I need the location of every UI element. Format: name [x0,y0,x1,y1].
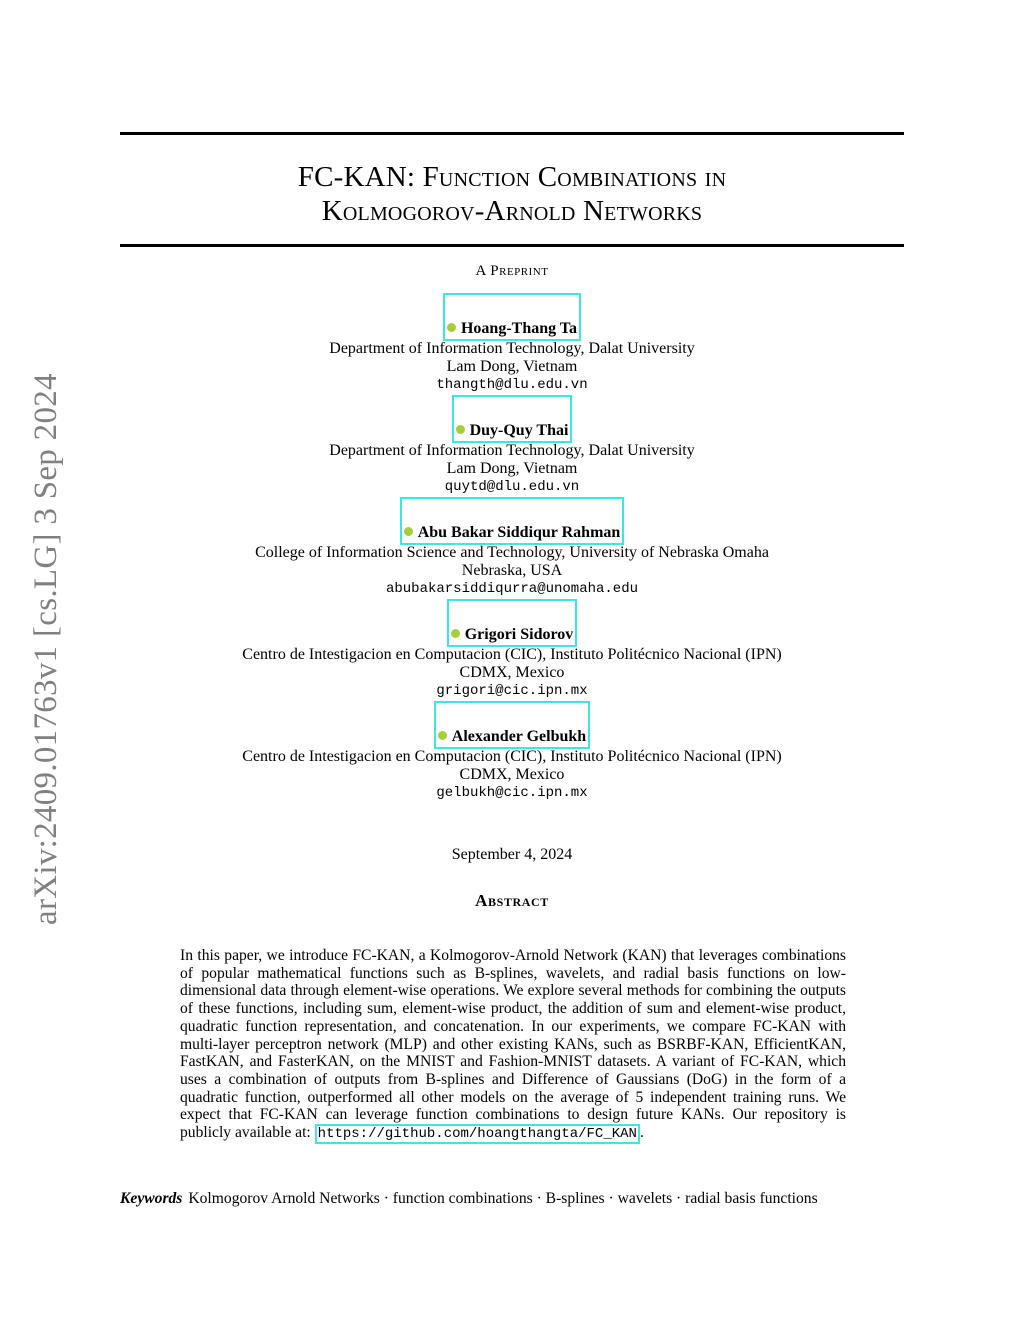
repository-link[interactable]: https://github.com/hoangthangta/FC_KAN [315,1124,640,1144]
author-name-link[interactable]: Abu Bakar Siddiqur Rahman [400,497,625,545]
author-location: Lam Dong, Vietnam [446,460,578,477]
author-location: Lam Dong, Vietnam [446,358,578,375]
orcid-icon[interactable] [456,425,465,434]
author-email: thangth@dlu.edu.vn [436,377,588,393]
keywords-line [120,1190,818,1208]
author-affiliation: Centro de Intestigacion en Computacion (CIC), Instituto Politécnico Nacional (IPN) [242,748,782,765]
author-location: Nebraska, USA [461,562,563,579]
abstract-text: In this paper, we introduce FC-KAN, a Kolmogorov-Arnold Network (KAN) that leverages combinations of popular mathematical functions such as B-splines, wavelets, and radial basis functions on low-dimensional data through element-wise operations. We explore several methods for combining the outputs of these functions, including sum, element-wise product, the addition of sum and element-wise product, quadratic function representation, and concatenation. In our experiments, we compare FC-KAN with multi-layer perceptron network (MLP) and other existing KANs, such as BSRBF-KAN, EfficientKAN, FastKAN, and FasterKAN, on the MNIST and Fashion-MNIST datasets. A variant of FC-KAN, which uses a combination of outputs from B-splines and Difference of Gaussians (DoG) in the form of a quadratic function, outperformed all other models on the average of 5 independent training runs. We expect that FC-KAN can leverage function combinations to design future KANs. Our repository is publicly available at: [180,947,846,1142]
arxiv-sidebar-stamp: arXiv:2409.01763v1 [cs.LG] 3 Sep 2024 [28,373,64,925]
abstract-end: . [639,1124,644,1142]
preprint-label: A Preprint [475,263,549,279]
author-block [120,726,904,803]
author-name-link[interactable]: Duy-Quy Thai [452,395,573,443]
author-name-link[interactable]: Grigori Sidorov [447,599,578,647]
title-bottom-rule [120,244,904,247]
keywords-label: Keywords [120,1190,183,1207]
author-location: CDMX, Mexico [459,766,565,783]
author-block [120,420,904,497]
abstract-heading: Abstract [475,891,549,910]
orcid-icon[interactable] [404,527,413,536]
author-location: CDMX, Mexico [459,664,565,681]
paper-title-line2: Kolmogorov-Arnold Networks [321,195,703,227]
author-email: abubakarsiddiqurra@unomaha.edu [385,581,639,597]
author-affiliation: College of Information Science and Technology, University of Nebraska Omaha [255,544,769,561]
author-affiliation: Department of Information Technology, Dalat University [329,340,695,357]
publication-date: September 4, 2024 [451,846,573,863]
author-email: quytd@dlu.edu.vn [444,479,580,495]
author-block [120,318,904,395]
keywords-text: Kolmogorov Arnold Networks · function combinations · B-splines · wavelets · radial basis functions [188,1190,818,1207]
abstract-body [180,947,846,1144]
author-block [120,624,904,701]
author-affiliation: Centro de Intestigacion en Computacion (CIC), Instituto Politécnico Nacional (IPN) [242,646,782,663]
orcid-icon[interactable] [447,323,456,332]
paper-title-line1: FC-KAN: Function Combinations in [297,161,727,193]
orcid-icon[interactable] [451,629,460,638]
author-email: grigori@cic.ipn.mx [436,683,588,699]
author-block [120,522,904,599]
author-name-link[interactable]: Alexander Gelbukh [434,701,590,749]
author-email: gelbukh@cic.ipn.mx [436,785,588,801]
author-name-link[interactable]: Hoang-Thang Ta [443,293,581,341]
orcid-icon[interactable] [438,731,447,740]
title-top-rule [120,132,904,135]
author-affiliation: Department of Information Technology, Dalat University [329,442,695,459]
